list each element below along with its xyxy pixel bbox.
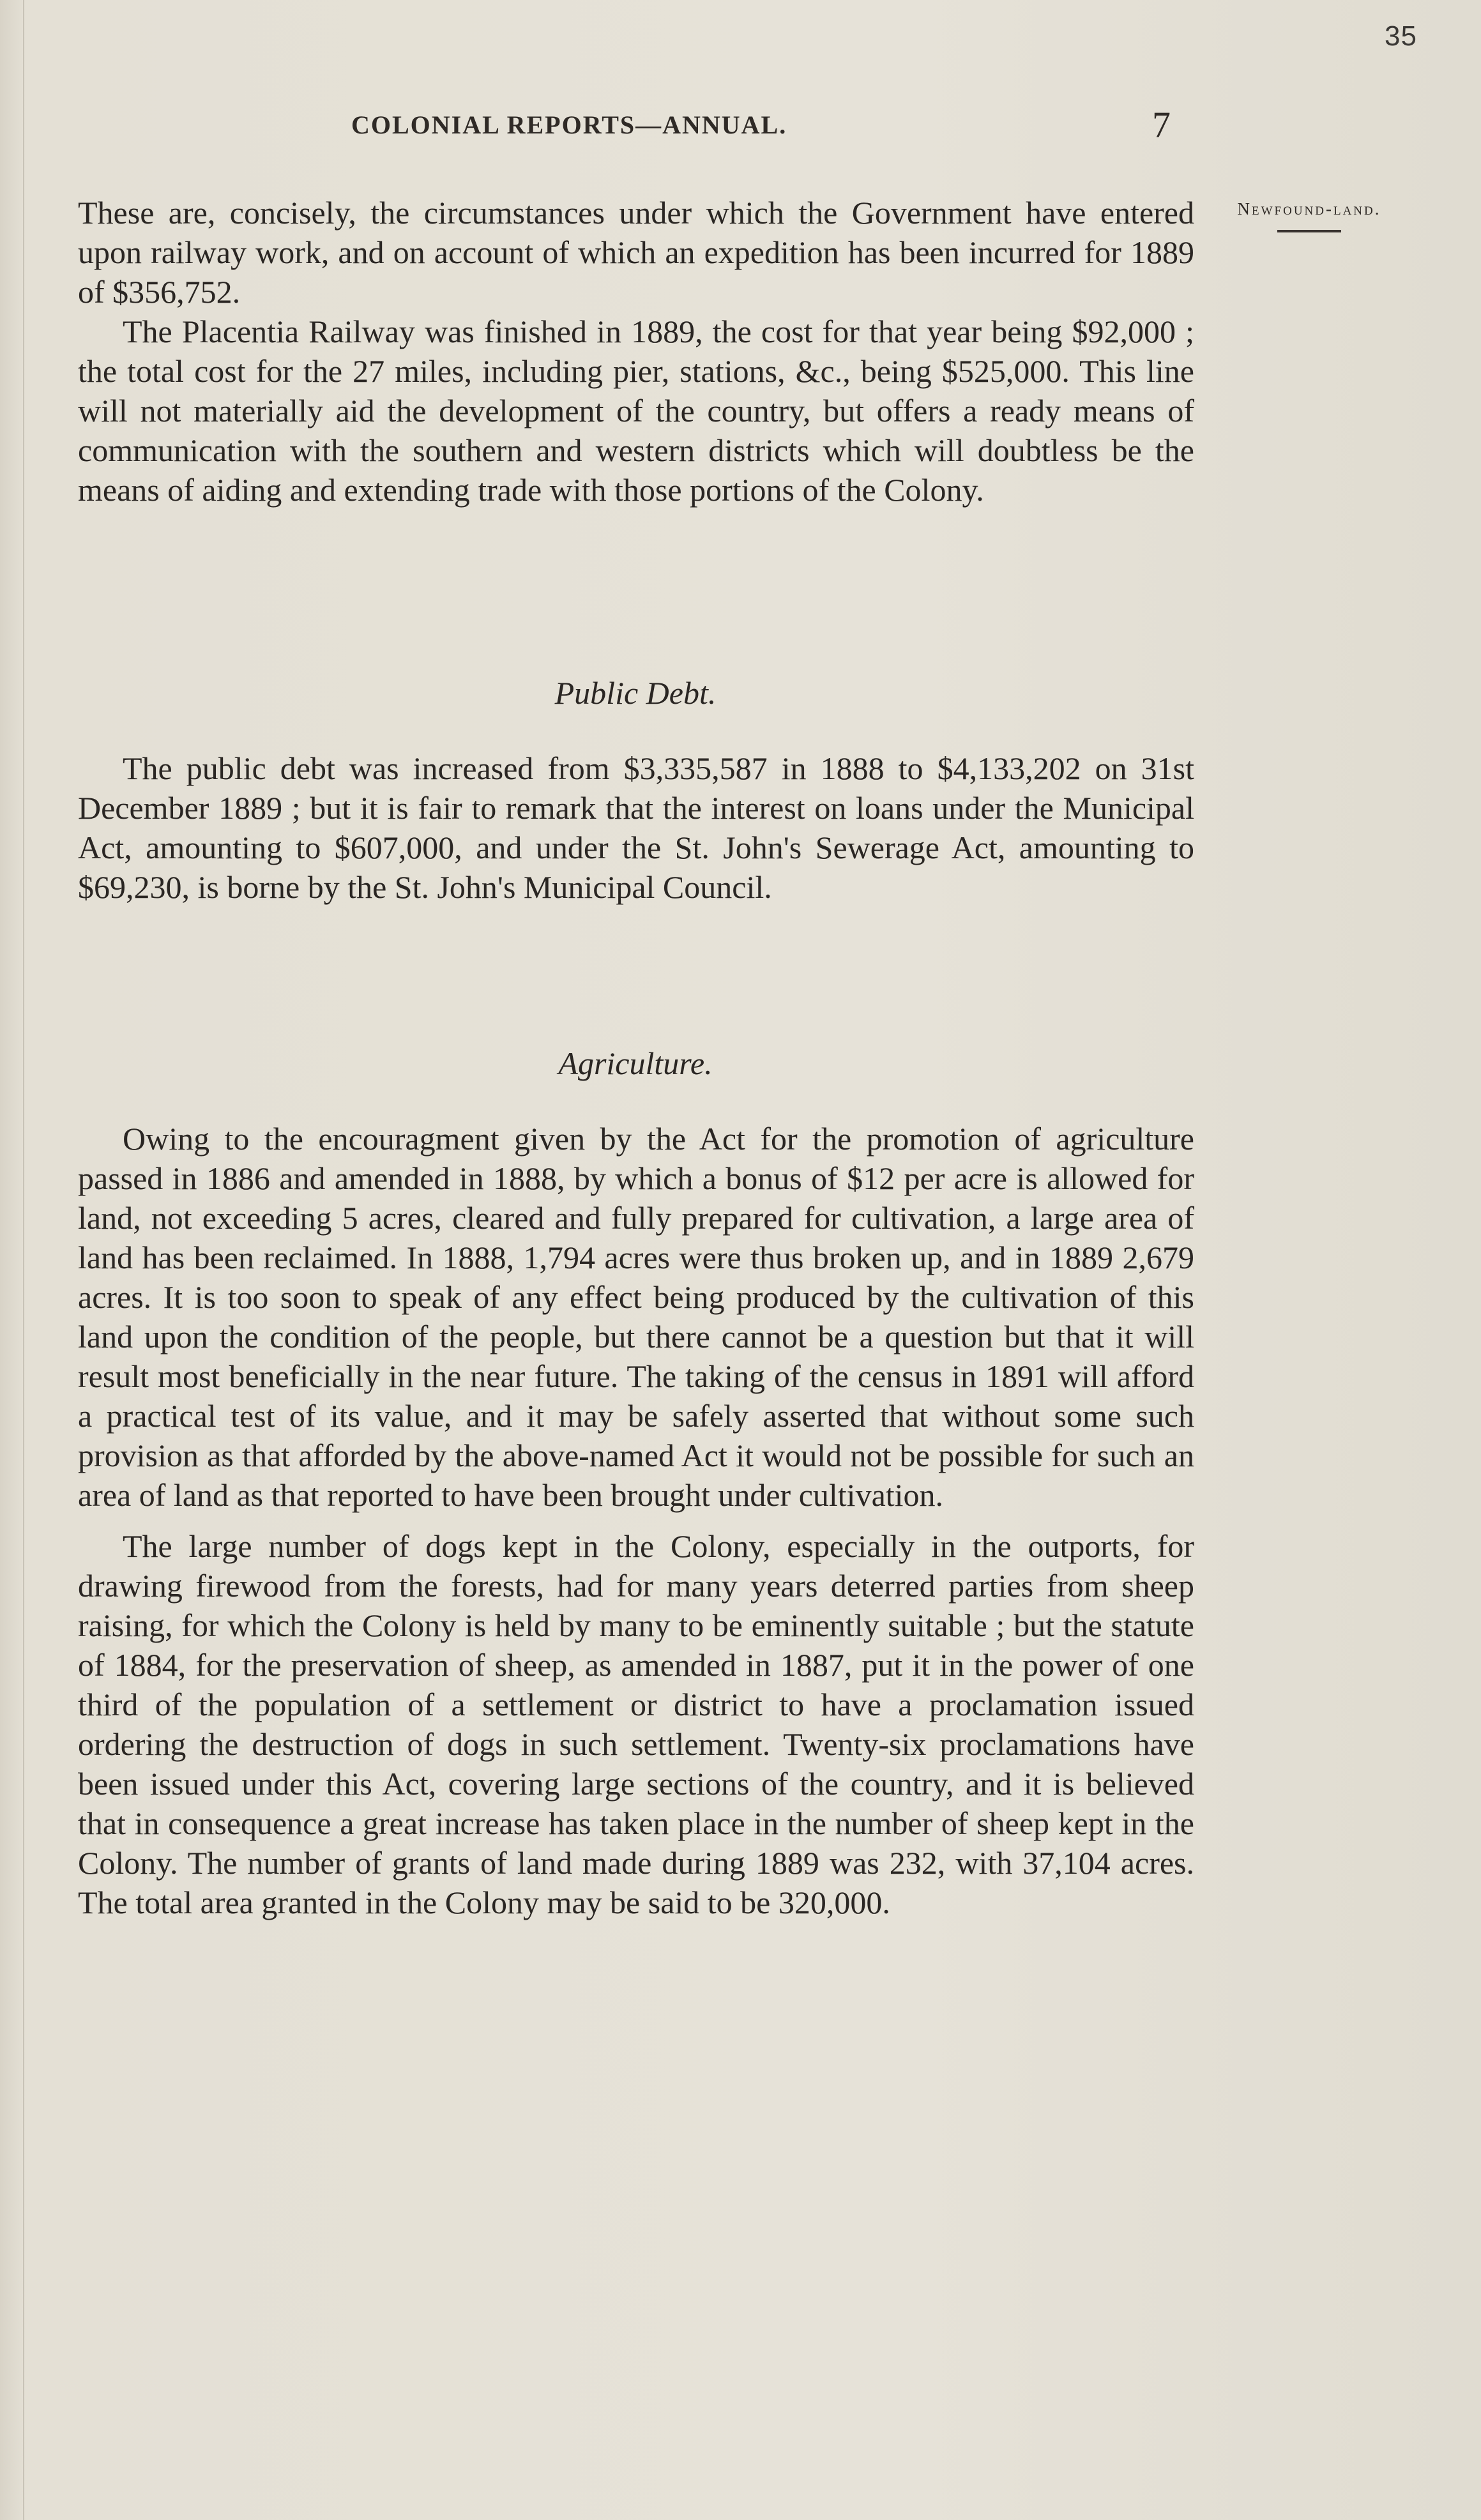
public-debt-heading: Public Debt.	[554, 675, 717, 711]
agriculture-paragraph-2: The large number of dogs kept in the Colony, especially in the outports, for drawing firewood from the forests, had for many years deterred parties from sheep raising, for which the Colony is held by many to be eminently suitable ; but the statute of 1884, for the preservation of sheep, as amended in 1887, put it in the power of one third of the population of a settlement or district to have a proclamation issued ordering the destruction of dogs in such settlement. Twenty-six proclamations have been issued under this Act, covering large sections of the country, and it is believed that in consequence a great increase has taken place in the number of sheep kept in the Colony. The number of grants of land made during 1889 was 232, with 37,104 acres. The total area granted in the Colony may be said to be 320,000.	[78, 1528, 1194, 1920]
agriculture-heading: Agriculture.	[558, 1045, 713, 1081]
stamp-page-number: 35	[1385, 20, 1417, 52]
public-debt-section	[78, 748, 1194, 907]
margin-rule	[1277, 230, 1341, 232]
margin-note-text: Newfound-land.	[1237, 199, 1381, 218]
page-number: 7	[1152, 104, 1171, 146]
intro-paragraph-2: The Placentia Railway was finished in 1889, the cost for that year being $92,000 ; the total cost for the 27 miles, including pier, stations, &c., being $525,000. This line will not materially aid the development of the country, but offers a ready means of communication with the southern and western districts which will doubtless be the means of aiding and extending trade with those portions of the Colony.	[78, 314, 1194, 508]
agriculture-paragraph-1: Owing to the encouragment given by the Act for the promotion of agriculture passed in 1886 and amended in 1888, by which a bonus of $12 per acre is allowed for land, not exceeding 5 acres, cleared and fully prepared for cultivation, a large area of land has been reclaimed. In 1888, 1,794 acres were thus broken up, and in 1889 2,679 acres. It is too soon to speak of any effect being produced by the cultivation of this land upon the condition of the people, but there cannot be a question but that it will result most beneficially in the near future. The taking of the census in 1891 will afford a practical test of its value, and it may be safely asserted that without some such provision as that afforded by the above-named Act it would not be possible for such an area of land as that reported to have been brought under cultivation.	[78, 1121, 1194, 1513]
page-edge-shadow	[23, 0, 24, 2520]
intro-section	[78, 193, 1194, 510]
intro-paragraph-1: These are, concisely, the circumstances under which the Government have entered upon railway work, and on account of which an expedition has been incurred for 1889 of $356,752.	[78, 195, 1194, 310]
margin-note	[1201, 197, 1418, 232]
agriculture-section	[78, 1119, 1194, 1922]
public-debt-paragraph: The public debt was increased from $3,335,587 in 1888 to $4,133,202 on 31st December 1889 ; but it is fair to remark that the interest on loans under the Municipal Act, amounting to $607,000, and under the St. John's Sewerage Act, amounting to $69,230, is borne by the St. John's Municipal Council.	[78, 750, 1194, 905]
running-head: COLONIAL REPORTS—ANNUAL.	[351, 110, 787, 139]
